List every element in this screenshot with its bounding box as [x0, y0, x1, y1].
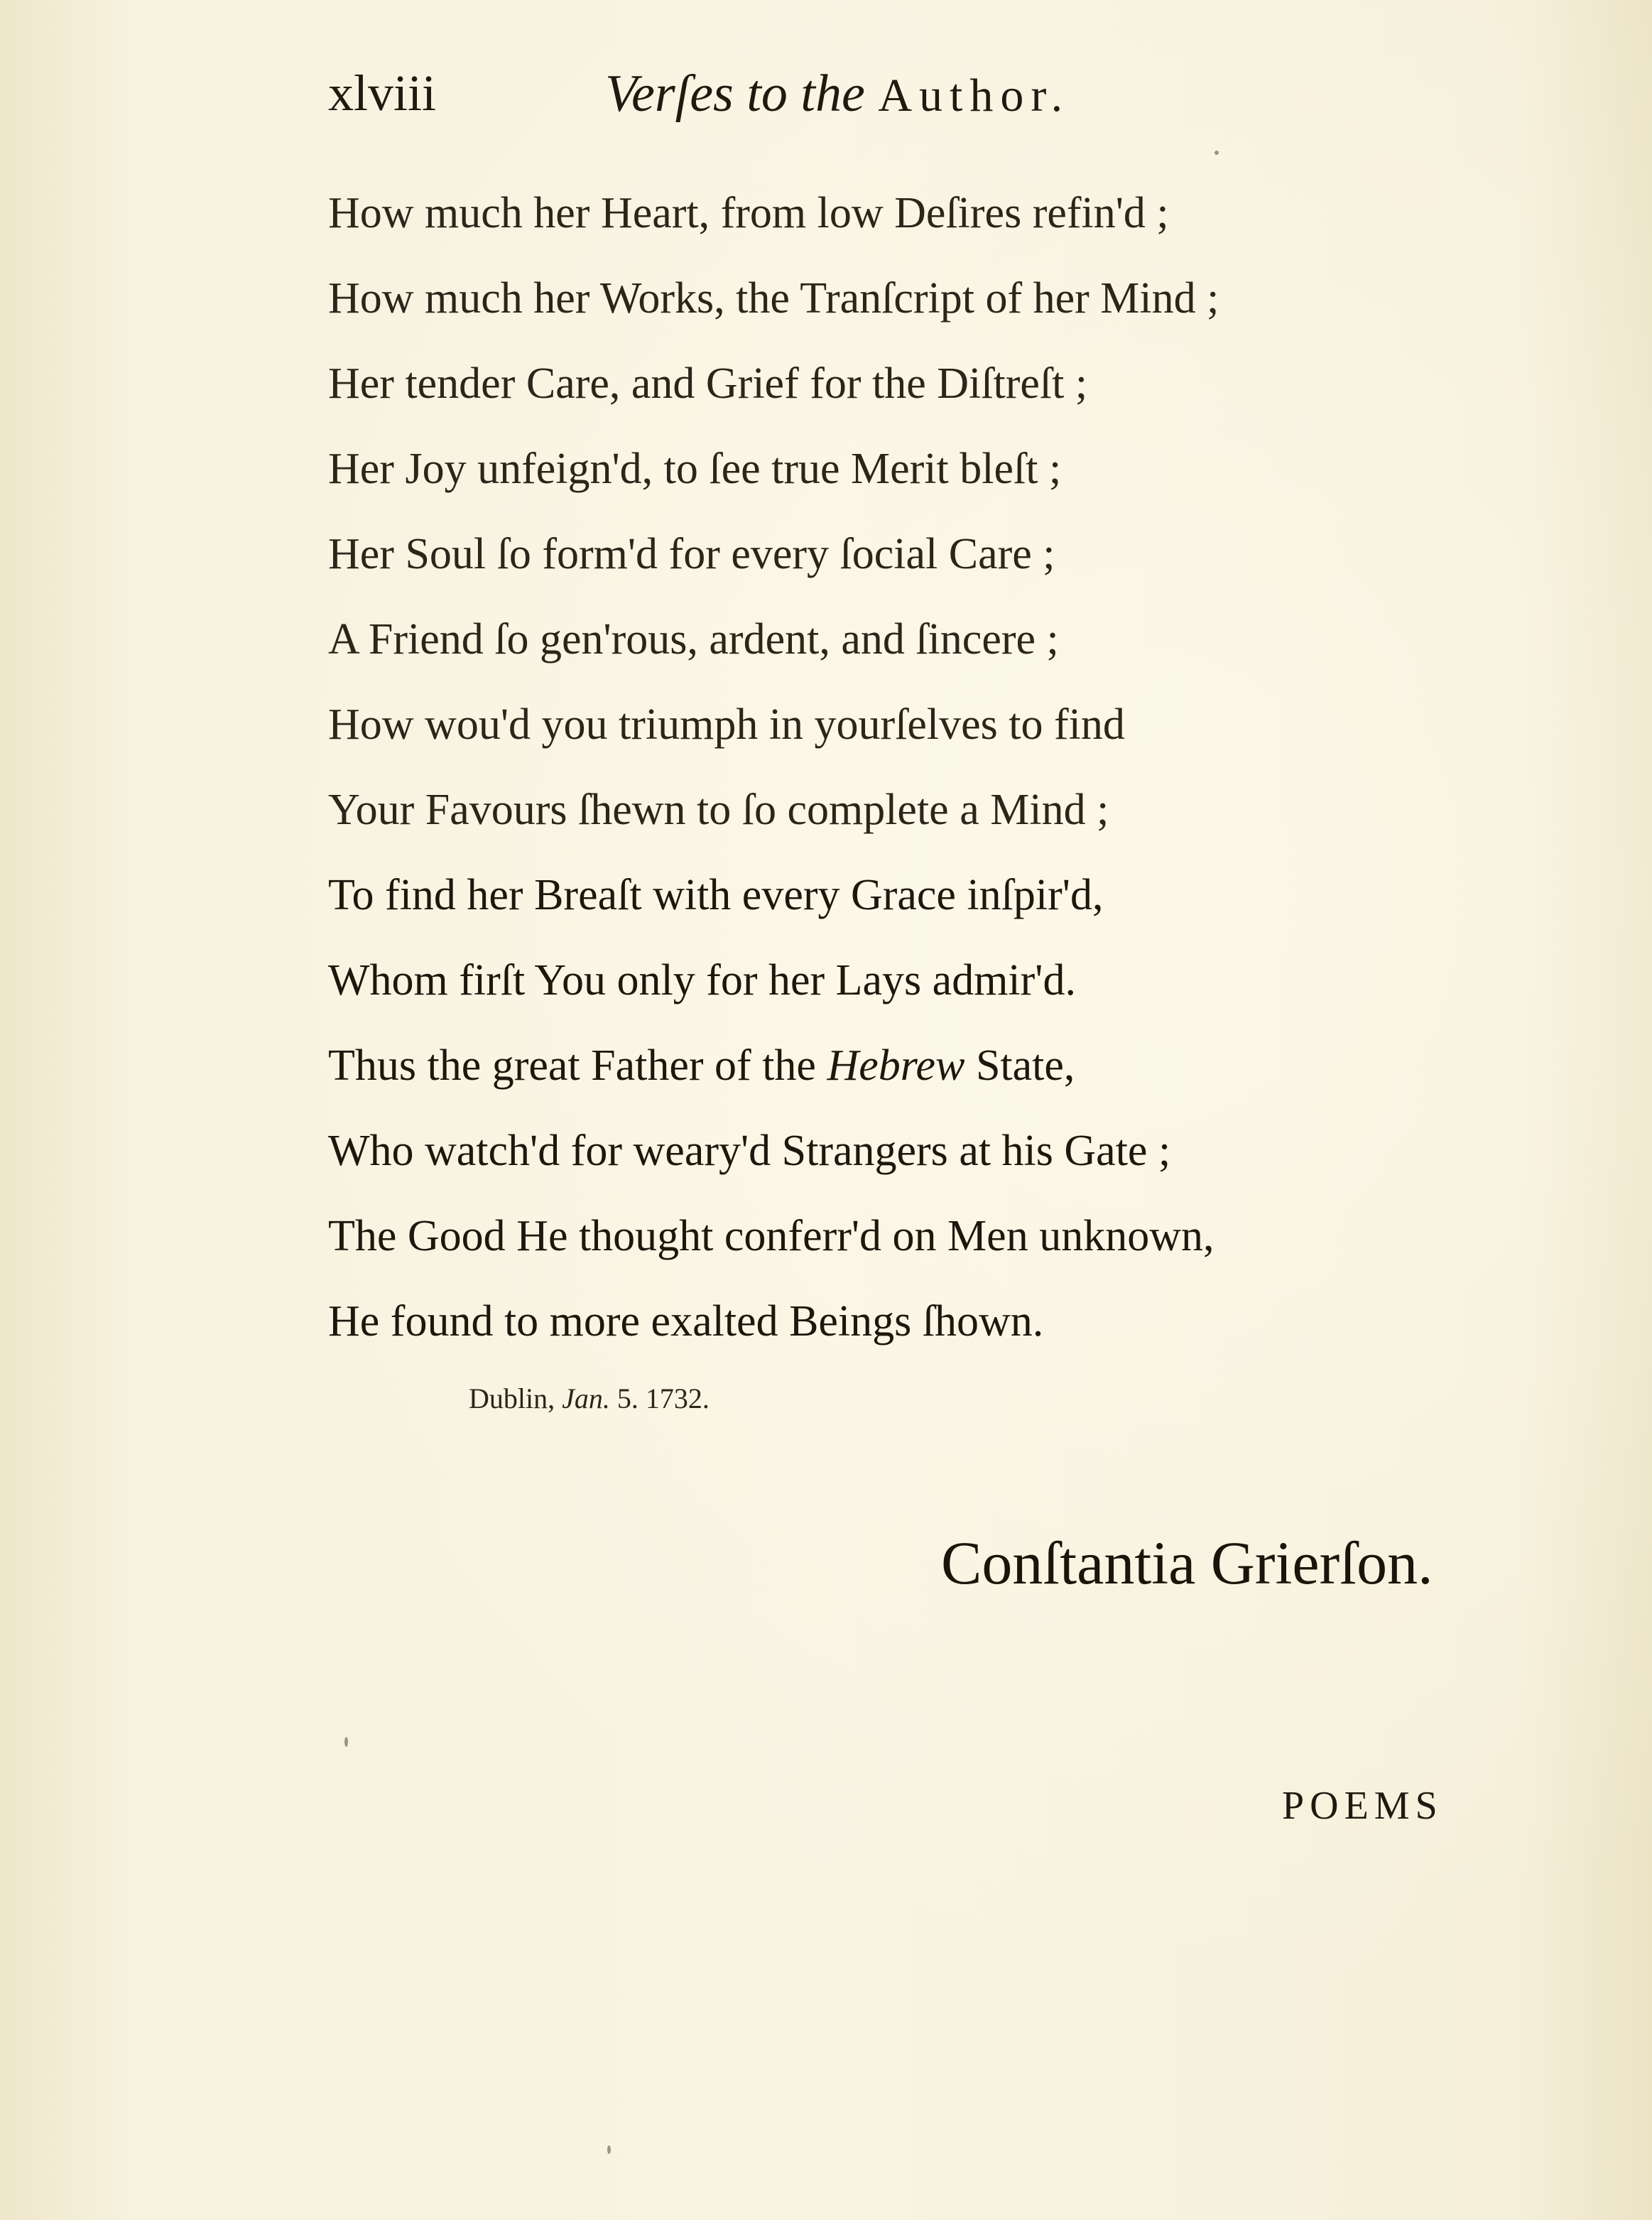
running-title-caps: Author.	[878, 70, 1070, 121]
poem-line-start: Thus the great Father of the	[328, 1041, 816, 1090]
author-signature: Conſtantia Grierſon.	[941, 1529, 1433, 1597]
poem-line: Her Joy unfeign'd, to ſee true Merit bleſt ;	[328, 445, 1062, 493]
paper-speck	[344, 1737, 348, 1747]
poem-line-end: State,	[975, 1041, 1075, 1090]
poem-line: The Good He thought conferr'd on Men unknown,	[328, 1212, 1214, 1260]
poem-line: Your Favours ſhewn to ſo complete a Mind ;	[328, 786, 1109, 834]
paper-speck	[1214, 151, 1219, 155]
poem-line: How much her Works, the Tranſcript of her Mind ;	[328, 274, 1219, 323]
poem-line: Whom firſt You only for her Lays admir'd.	[328, 956, 1076, 1005]
poem-text	[328, 170, 1464, 1364]
dateline-month: Jan.	[562, 1382, 610, 1414]
poem-line: Who watch'd for weary'd Strangers at his Gate ;	[328, 1127, 1171, 1175]
poem-line: A Friend ſo gen'rous, ardent, and ſincere ;	[328, 615, 1059, 664]
poem-line: He found to more exalted Beings ſhown.	[328, 1297, 1044, 1345]
poem-line: Her Soul ſo form'd for every ſocial Care ;	[328, 530, 1055, 578]
poem-line-hebrew	[328, 1023, 1464, 1108]
poem-line: Her tender Care, and Grief for the Diſtreſt ;	[328, 359, 1088, 408]
dateline	[469, 1382, 710, 1415]
page-number: xlviii	[328, 65, 437, 121]
running-title	[605, 64, 1070, 124]
catchword: POEMS	[1282, 1784, 1443, 1828]
dateline-rest: 5. 1732.	[616, 1382, 710, 1414]
running-title-italic: Verſes to the	[605, 65, 865, 123]
running-header	[328, 64, 1223, 135]
paper-speck	[607, 2145, 611, 2154]
dateline-place: Dublin,	[469, 1382, 555, 1414]
poem-line: How wou'd you triumph in yourſelves to find	[328, 700, 1125, 749]
poem-line: How much her Heart, from low Deſires refin'd ;	[328, 189, 1169, 237]
italic-word-hebrew: Hebrew	[827, 1041, 965, 1090]
poem-line: To find her Breaſt with every Grace inſpir'd,	[328, 871, 1104, 919]
